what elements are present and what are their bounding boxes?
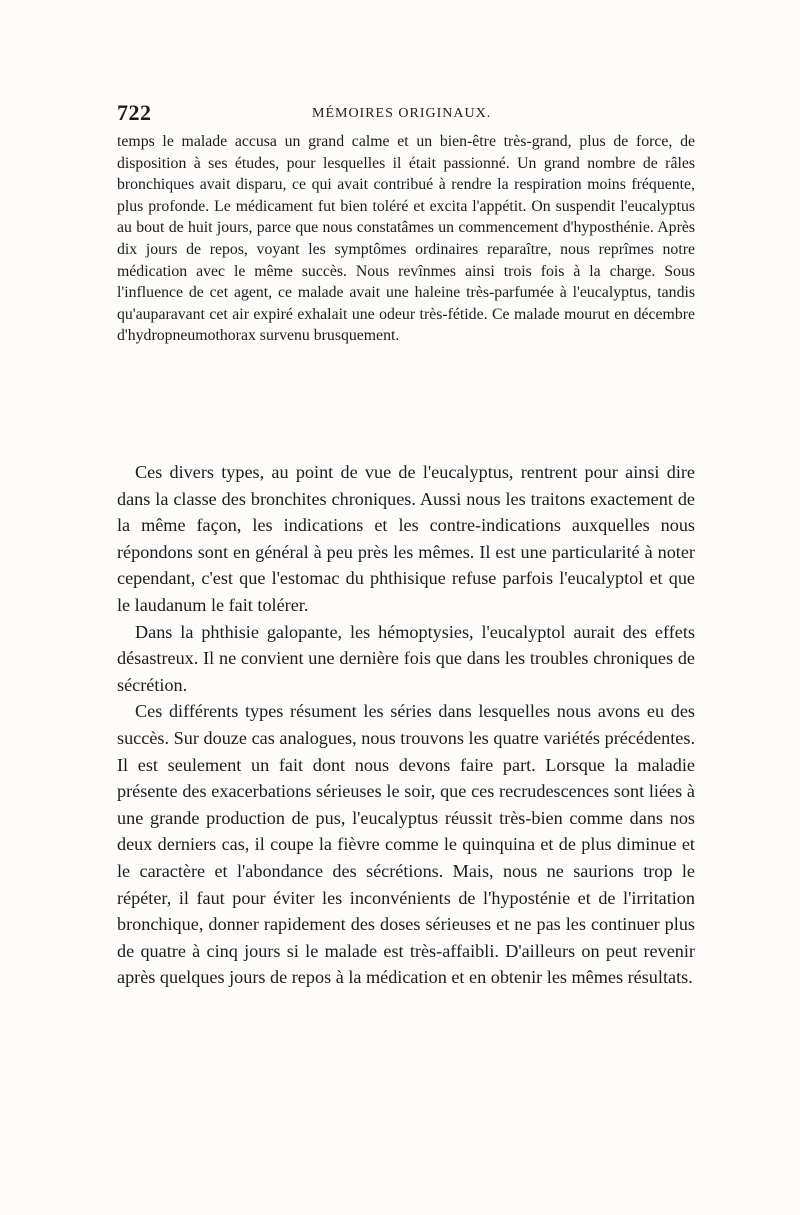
paragraph-summary: Ces différents types résument les séries dans lesquelles nous avons eu des succès. Sur douze cas analogues, nous trouvons les quatre variétés précédentes. Il est seulement un fait dont nous devons faire part. Lorsque la maladie présente des exacerbations sérieuses le soir, que ces recrudescences sont liées à une grande production de pus, l'eucalyptus réussit très-bien comme dans nos deux derniers cas, il coupe la fièvre comme le quinquina et de plus diminue et le caractère et l'abondance des sécrétions. Mais, nous ne saurions trop le répéter, il faut pour éviter les inconvénients de l'hyposténie et de l'irritation bronchique, donner rapidement des doses sérieuses et ne pas les continuer plus de quatre à cinq jours si le malade est très-affaibli. D'ailleurs on peut revenir après quelques jours de repos à la médication et en obtenir les mêmes résultats. bbox=[117, 701, 695, 988]
running-head bbox=[117, 100, 695, 130]
paragraph-types: Ces divers types, au point de vue de l'eucalyptus, rentrent pour ainsi dire dans la classe des bronchites chroniques. Aussi nous les traitons exactement de la même façon, les indications et les contre-indications auxquelles nous répondons sont en général à peu près les mêmes. Il est une particularité à noter cependant, c'est que l'estomac du phthisique refuse parfois l'eucalyptol et que le laudanum le fait tolérer. bbox=[117, 462, 695, 615]
case-observation-text bbox=[117, 131, 695, 347]
case-paragraph: temps le malade accusa un grand calme et un bien-être très-grand, plus de force, de disposition à ses études, pour lesquelles il était passionné. Un grand nombre de râles bronchiques avait disparu, ce qui avait contribué à rendre la respiration moins fréquente, plus profonde. Le médicament fut bien toléré et excita l'appétit. On suspendit l'eucalyptus au bout de huit jours, parce que nous constatâmes un commencement d'hyposthénie. Après dix jours de repos, voyant les symptômes ordinaires reparaître, nous reprîmes notre médication avec le même succès. Nous revînmes ainsi trois fois à la charge. Sous l'influence de cet agent, ce malade avait une haleine très-parfumée à l'eucalyptus, tandis qu'auparavant cet air expiré exhalait une odeur très-fétide. Ce malade mourut en décembre d'hydropneumothorax survenu brusquement. bbox=[117, 133, 695, 345]
page-number: 722 bbox=[117, 100, 152, 125]
paragraph-phthisie-galopante: Dans la phthisie galopante, les hémoptysies, l'eucalyptol aurait des effets désastreux. Il ne convient une dernière fois que dans les troubles chroniques de sécrétion. bbox=[117, 621, 695, 695]
main-text bbox=[117, 459, 695, 991]
running-title: MÉMOIRES ORIGINAUX. bbox=[312, 106, 492, 121]
